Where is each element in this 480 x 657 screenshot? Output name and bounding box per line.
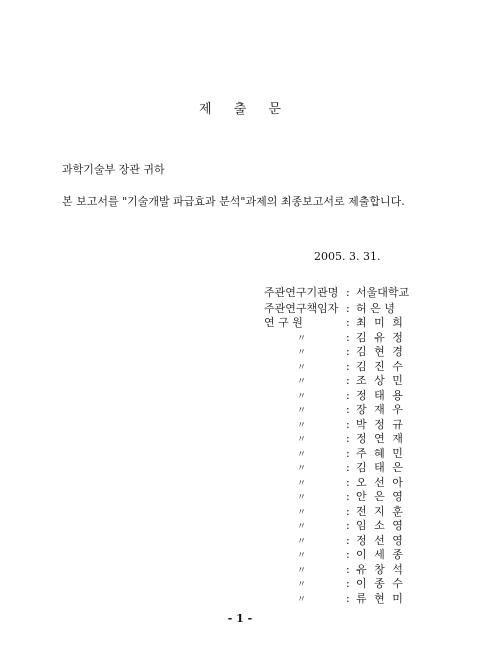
ditto-mark: 〃 xyxy=(296,536,306,547)
researcher-name: 이 종 수 xyxy=(356,577,405,590)
colon: : xyxy=(346,345,350,358)
researcher-row xyxy=(264,592,405,607)
colon: : xyxy=(346,446,350,460)
researcher-name: 주 혜 민 xyxy=(356,446,405,460)
researcher-name: 최 미 희 xyxy=(356,316,405,329)
researcher-row xyxy=(264,447,405,462)
researcher-row xyxy=(264,345,405,360)
colon: : xyxy=(346,577,350,590)
page-number: - 1 - xyxy=(227,612,253,625)
ditto-mark: 〃 xyxy=(296,377,306,387)
researcher-name: 안 은 영 xyxy=(356,490,405,503)
ditto-mark: 〃 xyxy=(296,333,306,344)
ditto-mark: 〃 xyxy=(296,565,306,576)
researcher-name: 김 태 은 xyxy=(356,461,405,474)
ditto-mark: 〃 xyxy=(296,420,306,431)
ditto-mark: 〃 xyxy=(296,362,306,373)
colon: : xyxy=(346,533,350,547)
researcher-name: 박 정 규 xyxy=(356,417,405,431)
colon: : xyxy=(346,519,350,532)
colon: : xyxy=(346,417,350,431)
page-title xyxy=(0,98,480,117)
researcher-name: 조 상 민 xyxy=(356,374,405,387)
colon: : xyxy=(346,591,350,605)
organization-label: 주관연구기관명 xyxy=(264,286,339,299)
researcher-row xyxy=(264,403,405,418)
ditto-mark: 〃 xyxy=(296,507,306,518)
researcher-row xyxy=(264,476,405,491)
organization-row xyxy=(264,284,409,300)
colon: : xyxy=(346,562,350,576)
researcher-name: 오 선 아 xyxy=(356,475,405,489)
colon: : xyxy=(346,548,350,561)
colon: : xyxy=(346,302,350,315)
colon: : xyxy=(346,461,350,474)
researcher-row xyxy=(264,577,405,592)
researcher-name: 이 세 종 xyxy=(356,548,405,561)
title-char: 문 xyxy=(268,102,281,117)
ditto-mark: 〃 xyxy=(296,493,306,503)
researcher-label: 연 구 원 xyxy=(264,316,303,329)
researcher-row xyxy=(264,360,405,375)
submission-date: 2005. 3. 31. xyxy=(314,250,381,263)
researcher-name: 김 유 정 xyxy=(356,330,405,344)
researcher-name: 김 진 수 xyxy=(356,359,405,373)
colon: : xyxy=(346,330,350,344)
researcher-row xyxy=(264,461,405,476)
researcher-row xyxy=(264,374,405,389)
title-char: 제 xyxy=(199,102,212,117)
researcher-name: 김 현 경 xyxy=(356,345,405,358)
ditto-mark: 〃 xyxy=(296,594,306,605)
researcher-name: 류 현 미 xyxy=(356,591,405,605)
colon: : xyxy=(346,403,350,416)
ditto-mark: 〃 xyxy=(296,551,306,561)
ditto-mark: 〃 xyxy=(296,580,306,590)
ditto-mark: 〃 xyxy=(296,406,306,416)
colon: : xyxy=(346,475,350,489)
colon: : xyxy=(346,504,350,518)
title-char: 출 xyxy=(233,102,247,117)
researcher-row xyxy=(264,389,405,404)
colon: : xyxy=(346,432,350,445)
ditto-mark: 〃 xyxy=(296,464,306,474)
researcher-name: 임 소 영 xyxy=(356,519,405,532)
ditto-mark: 〃 xyxy=(296,522,306,532)
organization-value: 서울대학교 xyxy=(356,286,410,299)
researcher-row xyxy=(264,534,405,549)
researcher-row xyxy=(264,519,405,534)
lead-researcher-row xyxy=(264,300,395,316)
researcher-name: 정 연 재 xyxy=(356,432,405,445)
colon: : xyxy=(346,359,350,373)
researcher-name: 장 재 우 xyxy=(356,403,405,416)
ditto-mark: 〃 xyxy=(296,478,306,489)
researcher-row xyxy=(264,432,405,447)
researcher-list xyxy=(264,316,405,606)
researcher-row xyxy=(264,505,405,520)
ditto-mark: 〃 xyxy=(296,449,306,460)
researcher-name: 정 선 영 xyxy=(356,533,405,547)
colon: : xyxy=(346,374,350,387)
lead-researcher-value: 허 은 녕 xyxy=(356,302,395,315)
colon: : xyxy=(346,316,350,329)
researcher-row xyxy=(264,316,405,331)
colon: : xyxy=(346,286,350,299)
researcher-row xyxy=(264,418,405,433)
researcher-name: 전 지 훈 xyxy=(356,504,405,518)
researcher-row xyxy=(264,563,405,578)
submission-statement: 본 보고서를 "기술개발 파급효과 분석"과제의 최종보고서로 제출합니다. xyxy=(62,195,405,208)
ditto-mark: 〃 xyxy=(296,391,306,402)
ditto-mark: 〃 xyxy=(296,435,306,445)
researcher-row xyxy=(264,331,405,346)
colon: : xyxy=(346,490,350,503)
researcher-row xyxy=(264,548,405,563)
researcher-row xyxy=(264,490,405,505)
researcher-name: 유 창 석 xyxy=(356,562,405,576)
ditto-mark: 〃 xyxy=(296,348,306,358)
addressee-line: 과학기술부 장관 귀하 xyxy=(62,163,165,176)
colon: : xyxy=(346,388,350,402)
lead-researcher-label: 주관연구책임자 xyxy=(264,302,339,315)
researcher-name: 정 태 용 xyxy=(356,388,405,402)
